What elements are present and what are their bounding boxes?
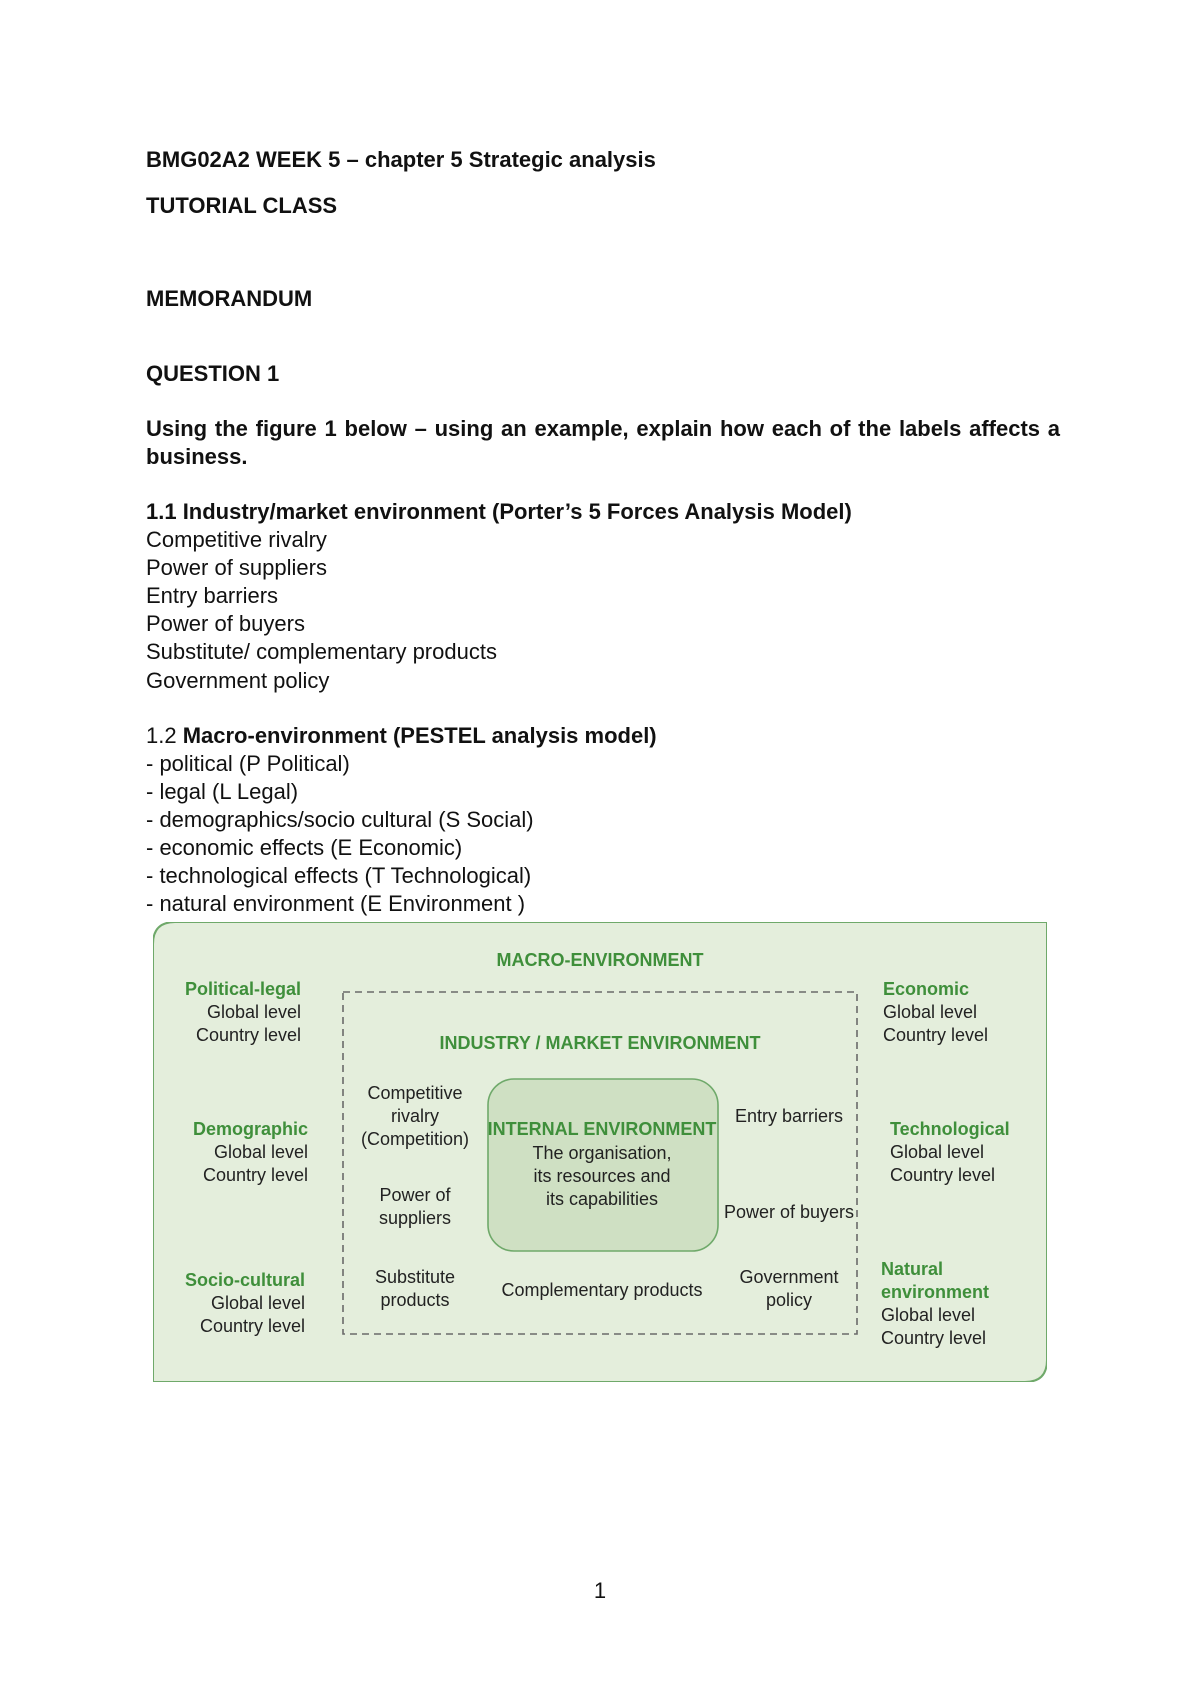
question-heading: QUESTION 1: [146, 361, 280, 386]
internal-environment-line: its resources and: [533, 1166, 671, 1186]
page-number: 1: [593, 1578, 607, 1603]
factor-level: Country level: [199, 1316, 305, 1336]
force-power-of-suppliers: Power of: [379, 1185, 451, 1205]
force-complementary-products: Complementary products: [501, 1280, 703, 1300]
factor-level: Country level: [881, 1328, 987, 1348]
list-item: - demographics/socio cultural (S Social): [146, 807, 534, 832]
document-subtitle: TUTORIAL CLASS: [146, 193, 338, 218]
document-title: BMG02A2 WEEK 5 – chapter 5 Strategic analysis: [146, 147, 656, 172]
factor-level: Global level: [213, 1142, 308, 1162]
factor-level: Global level: [890, 1142, 985, 1162]
force-substitute-products: Substitute: [374, 1267, 456, 1287]
force-competitive-rivalry: rivalry: [391, 1106, 439, 1126]
force-substitute-products: products: [380, 1290, 450, 1310]
force-entry-barriers: Entry barriers: [734, 1106, 844, 1126]
list-item: - political (P Political): [146, 751, 350, 776]
list-item: Competitive rivalry: [146, 527, 327, 552]
force-government-policy: Government: [739, 1267, 839, 1287]
force-competitive-rivalry: (Competition): [360, 1129, 470, 1149]
environment-diagram: [153, 922, 1047, 1382]
force-competitive-rivalry: Competitive: [367, 1083, 463, 1103]
industry-environment-title: INDUSTRY / MARKET ENVIRONMENT: [439, 1033, 761, 1053]
macro-environment-title: MACRO-ENVIRONMENT: [496, 950, 704, 970]
section-1-1-heading: 1.1 Industry/market environment (Porter’s 5 Forces Analysis Model): [146, 499, 852, 524]
factor-economic: Economic: [883, 979, 970, 999]
factor-level: Global level: [881, 1305, 976, 1325]
factor-level: Country level: [195, 1025, 301, 1045]
factor-demographic: Demographic: [192, 1119, 308, 1139]
list-item: Government policy: [146, 668, 330, 693]
force-power-of-suppliers: suppliers: [378, 1208, 452, 1228]
factor-level: Country level: [202, 1165, 308, 1185]
factor-natural-environment: environment: [881, 1282, 990, 1302]
factor-level: Country level: [890, 1165, 996, 1185]
factor-natural-environment: Natural: [881, 1259, 944, 1279]
section-1-2-number: 1.2: [146, 723, 183, 748]
memorandum-label: MEMORANDUM: [146, 286, 313, 311]
list-item: Entry barriers: [146, 583, 279, 608]
internal-environment-box: [488, 1079, 718, 1251]
factor-socio-cultural: Socio-cultural: [184, 1270, 305, 1290]
force-power-of-buyers: Power of buyers: [723, 1202, 855, 1222]
factor-technological: Technological: [890, 1119, 1010, 1139]
section-1-2-heading: [146, 722, 657, 750]
question-prompt: Using the figure 1 below – using an example, explain how each of the labels affects a business.: [146, 416, 1060, 469]
internal-environment-line: its capabilities: [545, 1189, 659, 1209]
force-government-policy: policy: [765, 1290, 813, 1310]
factor-level: Global level: [883, 1002, 978, 1022]
factor-level: Global level: [206, 1002, 301, 1022]
section-1-2-title: Macro-environment (PESTEL analysis model): [182, 723, 657, 748]
list-item: - economic effects (E Economic): [146, 835, 463, 860]
list-item: Power of suppliers: [146, 555, 327, 580]
list-item: Substitute/ complementary products: [146, 639, 497, 664]
list-item: Power of buyers: [146, 611, 305, 636]
factor-level: Global level: [210, 1293, 305, 1313]
list-item: - technological effects (T Technological): [146, 863, 532, 888]
factor-political-legal: Political-legal: [184, 979, 301, 999]
internal-environment-line: The organisation,: [532, 1143, 672, 1163]
list-item: - legal (L Legal): [146, 779, 299, 804]
list-item: - natural environment (E Environment ): [146, 891, 526, 916]
factor-level: Country level: [883, 1025, 989, 1045]
internal-environment-title: INTERNAL ENVIRONMENT: [487, 1119, 717, 1139]
